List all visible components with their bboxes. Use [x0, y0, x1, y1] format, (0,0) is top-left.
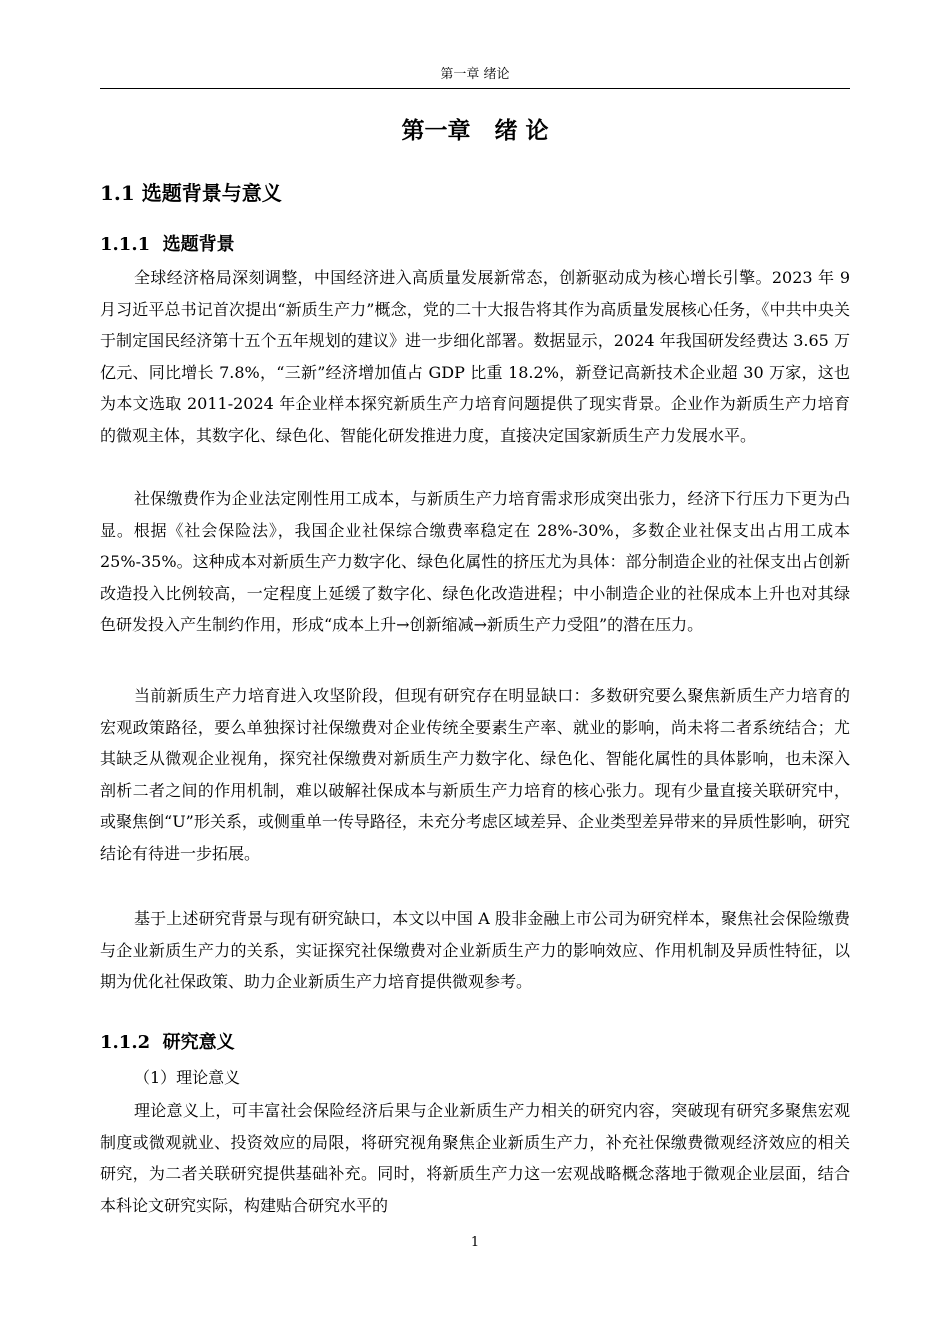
- page-number: 1: [470, 1235, 480, 1250]
- paragraph-background-3: 当前新质生产力培育进入攻坚阶段，但现有研究存在明显缺口：多数研究要么聚焦新质生产力培育的宏观政策路径，要么单独探讨社保缴费对企业传统全要素生产率、就业的影响，尚未将二者系统结合；尤其缺乏从微观企业视角，探究社保缴费对新质生产力数字化、绿色化、智能化属性的具体影响，也未深入剖析二者之间的作用机制，难以破解社保成本与新质生产力培育的核心张力。现有少量直接关联研究中，或聚焦倒“U”形关系，或侧重单一传导路径，未充分考虑区域差异、企业类型差异带来的异质性影响，研究结论有待进一步拓展。: [100, 686, 850, 863]
- paragraph-significance-1: 理论意义上，可丰富社会保险经济后果与企业新质生产力相关的研究内容，突破现有研究多聚焦宏观制度或微观就业、投资效应的局限，将研究视角聚焦企业新质生产力，补充社保缴费微观经济效应的相关研究，为二者关联研究提供基础补充。同时，将新质生产力这一宏观战略概念落地于微观企业层面，结合本科论文研究实际，构建贴合研究水平的: [100, 1101, 850, 1215]
- running-header: 第一章 绪论: [440, 67, 510, 82]
- section-heading: 1.1 选题背景与意义: [100, 181, 282, 205]
- subsection-heading-background: 1.1.1 选题背景: [100, 234, 235, 255]
- paragraph-background-2: 社保缴费作为企业法定刚性用工成本，与新质生产力培育需求形成突出张力，经济下行压力下更为凸显。根据《社会保险法》，我国企业社保综合缴费率稳定在 28%-30%，多数企业社保支出占用工成本 25%-35%。这种成本对新质生产力数字化、绿色化属性的挤压尤为具体：部分制造企业的社保支出占创新改造投入比例较高，一定程度上延缓了数字化、绿色化改造进程；中小制造企业的社保成本上升也对其绿色研发投入产生制约作用，形成“成本上升→创新缩减→新质生产力受阻”的潜在压力。: [100, 489, 850, 634]
- header-rule: [100, 88, 850, 89]
- paragraph-background-4: 基于上述研究背景与现有研究缺口，本文以中国 A 股非金融上市公司为研究样本，聚焦社会保险缴费与企业新质生产力的关系，实证探究社保缴费对企业新质生产力的影响效应、作用机制及异质性特征，以期为优化社保政策、助力企业新质生产力培育提供微观参考。: [100, 909, 850, 991]
- theoretical-significance-label: （1）理论意义: [134, 1068, 241, 1087]
- paragraph-background-1: 全球经济格局深刻调整，中国经济进入高质量发展新常态，创新驱动成为核心增长引擎。2023 年 9 月习近平总书记首次提出“新质生产力”概念，党的二十大报告将其作为高质量发展核心任务，《中共中央关于制定国民经济第十五个五年规划的建议》进一步细化部署。数据显示，2024 年我国研发经费达 3.65 万亿元、同比增长 7.8%，“三新”经济增加值占 GDP 比重 18.2%，新登记高新技术企业超 30 万家，这也为本文选取 2011-2024 年企业样本探究新质生产力培育问题提供了现实背景。企业作为新质生产力培育的微观主体，其数字化、绿色化、智能化研发推进力度，直接决定国家新质生产力发展水平。: [100, 268, 850, 445]
- subsection-heading-significance: 1.1.2 研究意义: [100, 1032, 235, 1053]
- chapter-title: 第一章 绪 论: [401, 117, 549, 144]
